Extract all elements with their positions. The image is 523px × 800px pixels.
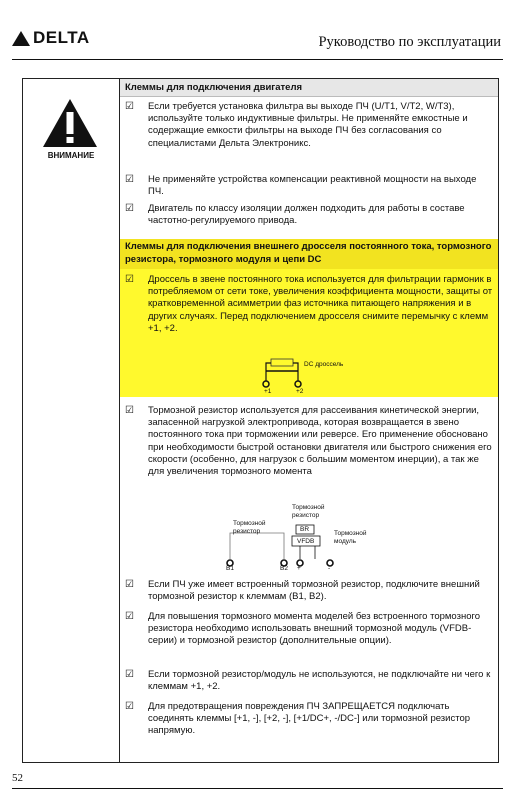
instructions-column — [120, 79, 498, 762]
dc-choke-label: DC дроссель — [304, 361, 344, 368]
section1-heading-bar — [120, 79, 498, 97]
header-rule — [12, 59, 503, 60]
page-number: 52 — [12, 772, 23, 784]
content-table — [22, 78, 499, 763]
checkbox-icon: ☑ — [125, 274, 134, 285]
footer-rule — [12, 788, 503, 789]
checkbox-icon: ☑ — [125, 101, 134, 112]
checkbox-icon: ☑ — [125, 611, 134, 622]
checkbox-icon: ☑ — [125, 669, 134, 680]
terminal-plus1-label: +1 — [264, 388, 272, 395]
resistor-left-label: Тормозной резистор — [233, 520, 266, 535]
terminal-minus-label: - — [328, 565, 331, 572]
section2-heading-bar — [120, 239, 498, 269]
item-text: Если требуется установка фильтра вы выходе ПЧ (U/T1, V/T2, W/T3), используйте только индуктивные фильтры. Не применяйте емкостные и содержащие емкости фильтры на выходе ПЧ без согласования со специалистами Дельта Электроникс. — [148, 101, 468, 149]
item-text: Дроссель в звене постоянного тока используется для фильтрации гармоник в потребляемом от сети токе, увеличения коэффициента мощности, защиты от кратковременной асимметрии фаз источника питающего напряжения и в других случаях. Перед подключением дросселя снимите перемычку с клемм +1, +2. — [148, 274, 493, 334]
warning-label: ВНИМАНИЕ — [47, 151, 95, 160]
checkbox-icon: ☑ — [125, 174, 134, 185]
checkbox-icon: ☑ — [125, 203, 134, 214]
document-title: Руководство по эксплуатации — [318, 34, 501, 50]
item-text: Двигатель по классу изоляции должен подходить для работы в составе частотно-регулируемого привода. — [148, 203, 465, 227]
delta-triangle-icon — [12, 31, 30, 46]
module-label: Тормозной модуль — [334, 530, 367, 545]
section1-heading: Клеммы для подключения двигателя — [125, 82, 303, 93]
highlighted-item — [120, 269, 498, 397]
item-text: Если тормозной резистор/модуль не используются, не подключайте ни чего к клеммам +1, +2. — [148, 669, 491, 693]
resistor-top-label: Тормозной резистор — [292, 504, 325, 519]
item-text: Если ПЧ уже имеет встроенный тормозной резистор, подключите внешний тормозной резистор к клеммам (B1, B2). — [148, 579, 480, 603]
checkbox-icon: ☑ — [125, 405, 134, 416]
delta-logo — [12, 28, 90, 48]
item-text: Тормозной резистор используется для рассеивания кинетической энергии, запасенной нагрузкой электропривода, которая возвращается в звено постоянного тока при торможении или реверсе. Его применение обосновано при необходимости быстрой остановки двигателя или быстрого снижения его скорости (особенно, для нагрузок с большим моментом инерции), а так же для увеличения тормозного момента — [148, 405, 492, 478]
warning-column — [23, 79, 120, 762]
warning-icon — [41, 97, 99, 149]
item-text: Для предотвращения повреждения ПЧ ЗАПРЕЩАЕТСЯ подключать соединять клеммы [+1, -], [+2, -], [+1/DC+, -/DC-] или тормозной резистор напрямую. — [148, 701, 471, 737]
terminal-b2-label: B2 — [280, 565, 288, 572]
item-text: Не применяйте устройства компенсации реактивной мощности на выходе ПЧ. — [148, 174, 477, 198]
item-text: Для повышения тормозного момента моделей без встроенного тормозного резистора необходимо использовать внешний тормозной модуль (VFDB-серии) и тормозной резистор (дополнительные опции). — [148, 611, 481, 647]
br-label: BR — [300, 526, 310, 533]
logo-text: DELTA — [33, 28, 90, 47]
checkbox-icon: ☑ — [125, 579, 134, 590]
terminal-plus-label: + — [297, 565, 301, 572]
vfdb-label: VFDB — [297, 538, 315, 545]
section2-heading: Клеммы для подключения внешнего дросселя постоянного тока, тормозного резистора, тормозного модуля и цепи DC — [125, 241, 492, 265]
terminal-plus2-label: +2 — [296, 388, 304, 395]
checkbox-icon: ☑ — [125, 701, 134, 712]
terminal-b1-label: B1 — [226, 565, 234, 572]
